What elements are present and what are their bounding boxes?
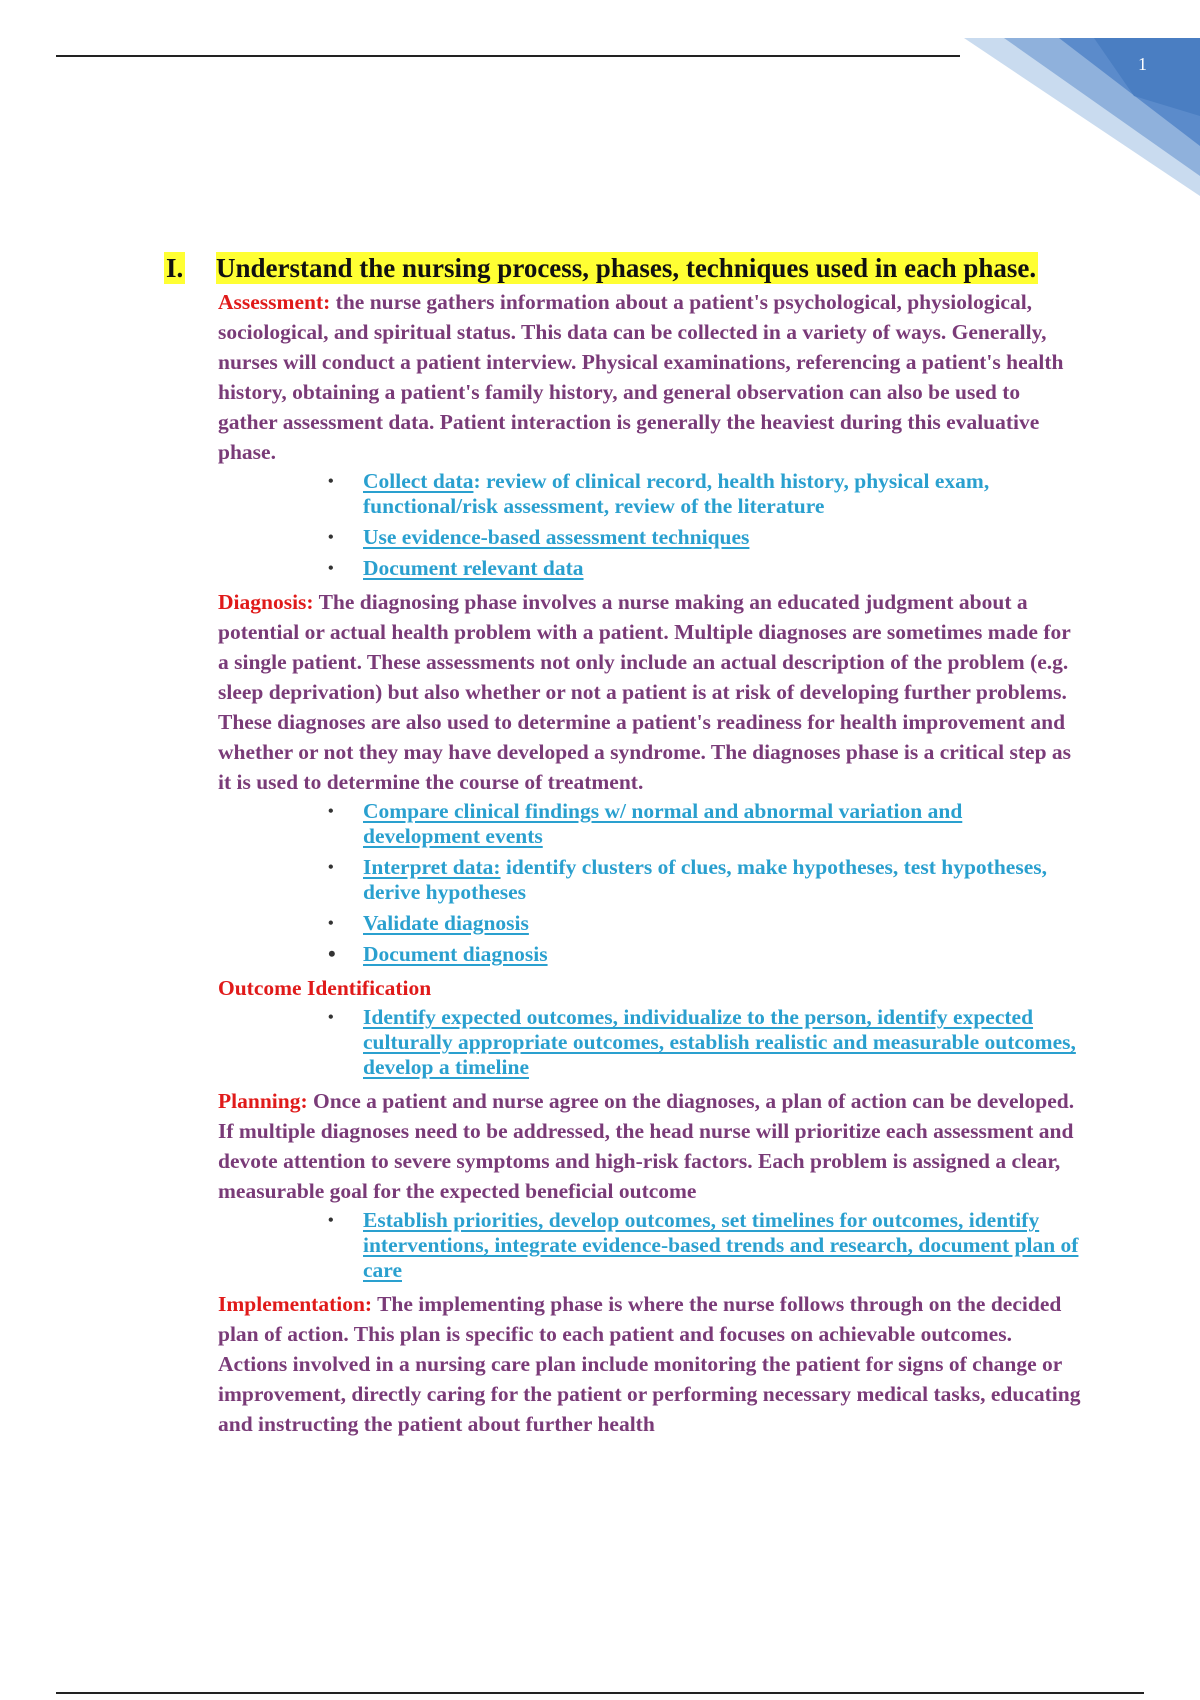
list-item — [218, 942, 1084, 967]
bullet-marker: • — [328, 803, 334, 820]
list-item — [218, 556, 1084, 581]
bullet-marker: • — [328, 915, 334, 932]
planning-term: Planning: — [218, 1089, 308, 1113]
link-text[interactable]: Interpret data: — [363, 855, 501, 879]
bullet-marker: • — [328, 859, 334, 876]
list-item — [218, 1208, 1084, 1283]
heading-number: I. — [166, 253, 184, 283]
bullet-text: : review of clinical record, health history, physical exam, functional/risk assessment, review of the literature — [363, 469, 990, 518]
bullet-marker: • — [328, 941, 336, 966]
outcome-bullets — [218, 1005, 1084, 1080]
link-text[interactable]: Document relevant data — [363, 556, 584, 580]
link-text[interactable]: Document diagnosis — [363, 942, 548, 966]
section-heading — [164, 252, 1084, 284]
outcome-term: Outcome Identification — [218, 976, 432, 1000]
heading-title: Understand the nursing process, phases, techniques used in each phase. — [216, 253, 1037, 283]
header-rule — [56, 55, 960, 57]
link-text[interactable]: Identify expected outcomes, individualize to the person, identify expected culturally appropriate outcomes, establish realistic and measurable outcomes, develop a timeline — [363, 1005, 1076, 1079]
link-text[interactable]: Validate diagnosis — [363, 911, 529, 935]
bullet-text: identify clusters of clues, make hypotheses, test hypotheses, derive hypotheses — [363, 855, 1047, 904]
page-number: 1 — [1138, 54, 1147, 74]
diagnosis-paragraph — [218, 587, 1084, 797]
link-text[interactable]: Collect data — [363, 469, 474, 493]
link-text[interactable]: Use evidence-based assessment techniques — [363, 525, 750, 549]
assessment-paragraph — [218, 287, 1084, 467]
bullet-marker: • — [328, 529, 334, 546]
document-body — [164, 252, 1084, 1439]
link-text[interactable]: Establish priorities, develop outcomes, set timelines for outcomes, identify interventions, integrate evidence-based trends and research, document plan of care — [363, 1208, 1079, 1282]
bullet-marker: • — [328, 1009, 334, 1026]
phases-section — [218, 287, 1084, 1439]
bullet-marker: • — [328, 1212, 334, 1229]
bullet-marker: • — [328, 560, 334, 577]
list-item — [218, 525, 1084, 550]
implementation-text: The implementing phase is where the nurse follows through on the decided plan of action. This plan is specific to each patient and focuses on achievable outcomes. Actions involved in a nursing care plan include monitoring the patient for signs of change or improvement, directly caring for the patient or performing necessary medical tasks, educating and instructing the patient about further health — [218, 1292, 1081, 1436]
planning-paragraph — [218, 1086, 1084, 1206]
bullet-marker: • — [328, 473, 334, 490]
list-item — [218, 1005, 1084, 1080]
planning-text: Once a patient and nurse agree on the diagnoses, a plan of action can be developed. If multiple diagnoses need to be addressed, the head nurse will prioritize each assessment and devote attention to severe symptoms and high-risk factors. Each problem is assigned a clear, measurable goal for the expected beneficial outcome — [218, 1089, 1075, 1203]
assessment-text: the nurse gathers information about a patient's psychological, physiological, sociological, and spiritual status. This data can be collected in a variety of ways. Generally, nurses will conduct a patient interview. Physical examinations, referencing a patient's health history, obtaining a patient's family history, and general observation can also be used to gather assessment data. Patient interaction is generally the heaviest during this evaluative phase. — [218, 290, 1064, 464]
link-text[interactable]: Compare clinical findings w/ normal and abnormal variation and development events — [363, 799, 963, 848]
list-item — [218, 855, 1084, 905]
diagnosis-bullets — [218, 799, 1084, 967]
list-item — [218, 469, 1084, 519]
corner-decoration — [964, 36, 1200, 196]
list-item — [218, 799, 1084, 849]
implementation-paragraph — [218, 1289, 1084, 1439]
planning-bullets — [218, 1208, 1084, 1283]
diagnosis-text: The diagnosing phase involves a nurse making an educated judgment about a potential or actual health problem with a patient. Multiple diagnoses are sometimes made for a single patient. These assessments not only include an actual description of the problem (e.g. sleep deprivation) but also whether or not a patient is at risk of developing further problems. These diagnoses are also used to determine a patient's readiness for health improvement and whether or not they may have developed a syndrome. The diagnoses phase is a critical step as it is used to determine the course of treatment. — [218, 590, 1072, 794]
diagnosis-term: Diagnosis: — [218, 590, 314, 614]
footer-rule — [56, 1692, 1144, 1694]
implementation-term: Implementation: — [218, 1292, 373, 1316]
assessment-bullets — [218, 469, 1084, 581]
assessment-term: Assessment: — [218, 290, 331, 314]
list-item — [218, 911, 1084, 936]
